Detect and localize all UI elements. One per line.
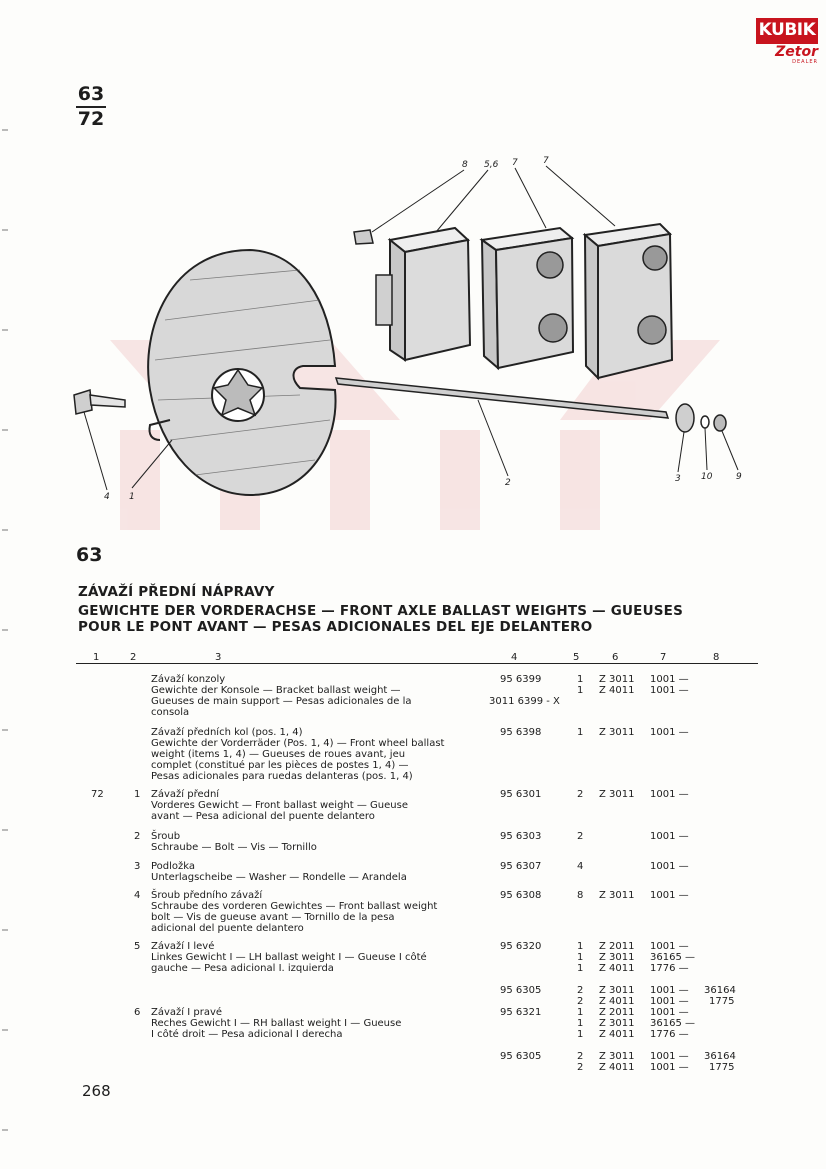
position-number: 4: [134, 890, 141, 901]
serial-from: 1001 —: [650, 1062, 689, 1073]
quantity: 1: [577, 727, 584, 738]
callout-8: 8: [462, 160, 468, 170]
ballast-weight-block-2: [482, 228, 573, 368]
position-number: 5: [134, 941, 141, 952]
serial-to: 1775: [709, 996, 735, 1007]
part-description: Vorderes Gewicht — Front ballast weight — Gueuse: [151, 800, 408, 811]
quantity: 4: [577, 861, 584, 872]
tractor-type: Z 3011: [599, 727, 635, 738]
part-description: Gewichte der Vorderräder (Pos. 1, 4) — Front wheel ballast: [151, 738, 445, 749]
part-number: 95 6321: [500, 1007, 542, 1018]
part-description: adicional del puente delantero: [151, 923, 304, 934]
section-title-multi-2: POUR LE PONT AVANT — PESAS ADICIONALES DEL EJE DELANTERO: [78, 619, 593, 635]
part-description: weight (items 1, 4) — Gueuses de roues avant, jeu: [151, 749, 406, 760]
serial-to: 1775: [709, 1062, 735, 1073]
col-header-2: 2: [130, 652, 137, 663]
part-number: 95 6398: [500, 727, 542, 738]
quantity: 2: [577, 996, 584, 1007]
quantity: 1: [577, 963, 584, 974]
callout-4: 4: [104, 492, 110, 502]
serial-from: 1001 —: [650, 861, 689, 872]
tractor-type: Z 2011: [599, 1007, 635, 1018]
serial-from: 36165 —: [650, 1018, 695, 1029]
serial-from: 1001 —: [650, 831, 689, 842]
part-name-cz: Závaží konzoly: [151, 674, 226, 685]
quantity: 2: [577, 1062, 584, 1073]
quantity: 2: [577, 985, 584, 996]
tractor-type: Z 4011: [599, 963, 635, 974]
callout-7-a: 7: [512, 158, 518, 168]
position-number: 2: [134, 831, 141, 842]
callout-9: 9: [736, 472, 742, 482]
quantity: 2: [577, 831, 584, 842]
figure-ref-top: 63: [77, 83, 105, 105]
tractor-type: Z 3011: [599, 1051, 635, 1062]
nut: [714, 415, 726, 431]
quantity: 8: [577, 890, 584, 901]
callout-10: 10: [701, 472, 713, 482]
tractor-type: Z 3011: [599, 985, 635, 996]
tractor-type: Z 3011: [599, 789, 635, 800]
tractor-type: Z 4011: [599, 996, 635, 1007]
part-name-cz: Šroub: [151, 831, 181, 842]
ballast-weight-block-1: [376, 228, 470, 360]
part-description: Linkes Gewicht I — LH ballast weight I — Gueuse I côté: [151, 952, 427, 963]
callout-7-b: 7: [543, 156, 549, 166]
quantity: 2: [577, 789, 584, 800]
serial-to: 36164: [704, 1051, 736, 1062]
quantity: 2: [577, 1051, 584, 1062]
stud: [354, 230, 373, 244]
serial-from: 1001 —: [650, 996, 689, 1007]
logo-tag: DEALER: [792, 59, 818, 65]
header-rule: [76, 663, 758, 664]
part-description: I côté droit — Pesa adicional I derecha: [151, 1029, 343, 1040]
col-header-6: 6: [612, 652, 619, 663]
part-name-cz: Podložka: [151, 861, 196, 872]
quantity: 1: [577, 941, 584, 952]
logo-brand: KUBIK: [758, 20, 816, 40]
tractor-type: Z 4011: [599, 685, 635, 696]
part-description: complet (constitué par les pièces de postes 1, 4) —: [151, 760, 409, 771]
serial-from: 1001 —: [650, 985, 689, 996]
serial-from: 1776 —: [650, 1029, 689, 1040]
col-header-3: 3: [215, 652, 222, 663]
part-name-cz: Závaží I levé: [151, 941, 215, 952]
col-header-7: 7: [660, 652, 667, 663]
tractor-type: Z 3011: [599, 890, 635, 901]
serial-from: 1001 —: [650, 890, 689, 901]
part-name-cz: Závaží I pravé: [151, 1007, 223, 1018]
part-number: 95 6301: [500, 789, 542, 800]
callout-5-6: 5,6: [484, 160, 499, 170]
quantity: 1: [577, 674, 584, 685]
part-description: bolt — Vis de gueuse avant — Tornillo de la pesa: [151, 912, 395, 923]
figure-ref-bottom: 72: [77, 108, 105, 130]
serial-to: 36164: [704, 985, 736, 996]
col-header-1: 1: [93, 652, 100, 663]
callout-1: 1: [129, 492, 135, 502]
tractor-type: Z 2011: [599, 941, 635, 952]
part-number: 3011 6399 - X: [489, 696, 560, 707]
part-description: Gewichte der Konsole — Bracket ballast weight —: [151, 685, 401, 696]
part-description: gauche — Pesa adicional I. izquierda: [151, 963, 334, 974]
serial-from: 36165 —: [650, 952, 695, 963]
part-number: 95 6307: [500, 861, 542, 872]
quantity: 1: [577, 952, 584, 963]
col-header-4: 4: [511, 652, 518, 663]
tractor-type: Z 4011: [599, 1062, 635, 1073]
part-name-cz: Závaží přední: [151, 789, 220, 800]
part-description: Gueuses de main support — Pesas adicionales de la: [151, 696, 412, 707]
part-description: Unterlagscheibe — Washer — Rondelle — Arandela: [151, 872, 407, 883]
position-number: 3: [134, 861, 141, 872]
logo-sub: Zetor: [775, 44, 818, 60]
part-number: 95 6308: [500, 890, 542, 901]
serial-from: 1001 —: [650, 674, 689, 685]
position-number: 6: [134, 1007, 141, 1018]
section-title-multi-1: GEWICHTE DER VORDERACHSE — FRONT AXLE BALLAST WEIGHTS — GUEUSES: [78, 603, 684, 619]
serial-from: 1001 —: [650, 1051, 689, 1062]
part-description: Schraube — Bolt — Vis — Tornillo: [151, 842, 317, 853]
col-header-8: 8: [713, 652, 720, 663]
front-bolt: [74, 390, 125, 414]
part-name-cz: Závaží předních kol (pos. 1, 4): [151, 727, 303, 738]
tractor-type: Z 3011: [599, 952, 635, 963]
tractor-type: Z 4011: [599, 1029, 635, 1040]
quantity: 1: [577, 1029, 584, 1040]
part-description: Schraube des vorderen Gewichtes — Front ballast weight: [151, 901, 438, 912]
tractor-type: Z 3011: [599, 674, 635, 685]
quantity: 1: [577, 1018, 584, 1029]
spring-washer: [701, 416, 709, 428]
washer: [676, 404, 694, 432]
col-header-5: 5: [573, 652, 580, 663]
serial-from: 1776 —: [650, 963, 689, 974]
part-name-cz: Šroub předního závaží: [151, 890, 263, 901]
part-number: 95 6320: [500, 941, 542, 952]
serial-from: 1001 —: [650, 941, 689, 952]
serial-from: 1001 —: [650, 789, 689, 800]
serial-from: 1001 —: [650, 685, 689, 696]
part-description: Reches Gewicht I — RH ballast weight I — Gueuse: [151, 1018, 402, 1029]
section-title-cz: ZÁVAŽÍ PŘEDNÍ NÁPRAVY: [78, 584, 275, 600]
exploded-diagram: [0, 0, 826, 560]
part-number: 95 6305: [500, 985, 542, 996]
position-number: 1: [134, 789, 141, 800]
part-description: Pesas adicionales para ruedas delanteras (pos. 1, 4): [151, 771, 413, 782]
page-number: 268: [82, 1082, 111, 1100]
part-number: 95 6303: [500, 831, 542, 842]
quantity: 1: [577, 1007, 584, 1018]
part-description: consola: [151, 707, 190, 718]
ballast-weight-block-3: [585, 224, 672, 378]
serial-from: 1001 —: [650, 727, 689, 738]
part-number: 95 6305: [500, 1051, 542, 1062]
section-number: 63: [76, 544, 103, 566]
figure-number: 72: [91, 789, 104, 800]
quantity: 1: [577, 685, 584, 696]
part-description: avant — Pesa adicional del puente delantero: [151, 811, 375, 822]
callout-2: 2: [505, 478, 511, 488]
tractor-type: Z 3011: [599, 1018, 635, 1029]
serial-from: 1001 —: [650, 1007, 689, 1018]
callout-3: 3: [675, 474, 681, 484]
part-number: 95 6399: [500, 674, 542, 685]
